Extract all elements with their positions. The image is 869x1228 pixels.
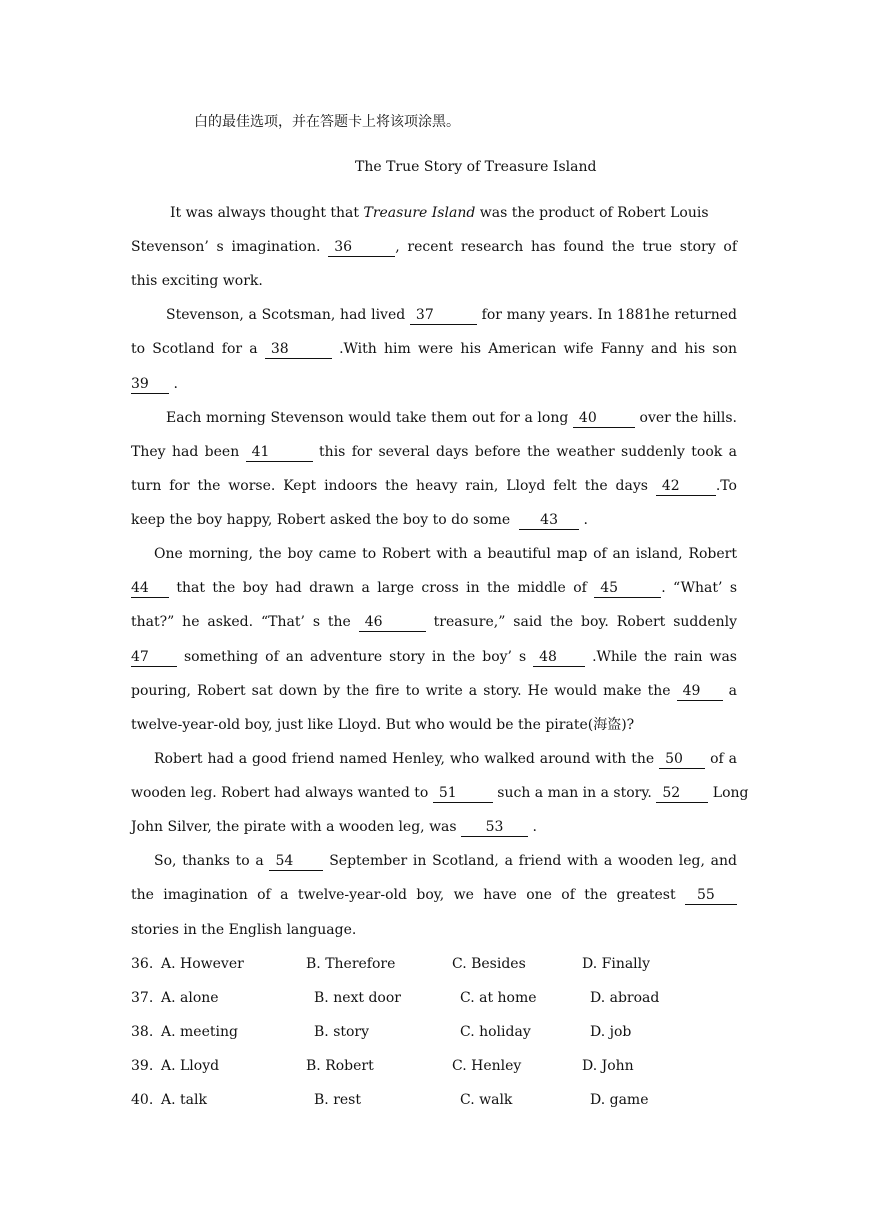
passage-line: It was always thought that Treasure Island was the product of Robert Louis xyxy=(170,205,709,221)
instruction-text: 白的最佳选项，并在答题卡上将该项涂黑。 xyxy=(194,114,460,130)
passage-line: John Silver, the pirate with a wooden leg, was 53 . xyxy=(131,819,537,835)
option-d: D. abroad xyxy=(590,990,660,1006)
option-b: B. Therefore xyxy=(306,956,396,972)
passage-line: They had been 41 this for several days before the weather suddenly took a xyxy=(131,444,737,460)
blank-44: 44 xyxy=(131,580,169,598)
blank-47: 47 xyxy=(131,649,177,667)
passage-line: 44 that the boy had drawn a large cross in the middle of 45 . “What’ s xyxy=(131,580,738,596)
passage-title: The True Story of Treasure Island xyxy=(355,159,597,175)
passage-line: So, thanks to a 54 September in Scotland, a friend with a wooden leg, and xyxy=(154,853,738,869)
blank-46: 46 xyxy=(359,614,426,632)
option-c: C. Henley xyxy=(452,1058,522,1074)
blank-49: 49 xyxy=(677,683,723,701)
passage-line: 39 . xyxy=(131,376,178,392)
option-a: A. meeting xyxy=(161,1024,238,1040)
passage-line: wooden leg. Robert had always wanted to 51 such a man in a story. 52 Long xyxy=(131,785,749,801)
blank-43: 43 xyxy=(519,512,579,530)
passage-line: that?” he asked. “That’ s the 46 treasure,” said the boy. Robert suddenly xyxy=(131,614,738,630)
option-b: B. next door xyxy=(314,990,401,1006)
option-d: D. game xyxy=(590,1092,649,1108)
passage-line: to Scotland for a 38 .With him were his American wife Fanny and his son xyxy=(131,341,738,357)
question-number: 36. xyxy=(131,956,154,972)
blank-36: 36 xyxy=(328,239,395,257)
blank-37: 37 xyxy=(410,307,477,325)
passage-line: turn for the worse. Kept indoors the heavy rain, Lloyd felt the days 42 .To xyxy=(131,478,737,494)
blank-54: 54 xyxy=(269,853,323,871)
passage-line: this exciting work. xyxy=(131,273,263,289)
question-number: 37. xyxy=(131,990,154,1006)
blank-48: 48 xyxy=(533,649,585,667)
option-c: C. at home xyxy=(460,990,537,1006)
option-b: B. story xyxy=(314,1024,370,1040)
passage-line: Stevenson, a Scotsman, had lived 37 for many years. In 1881he returned xyxy=(166,307,737,323)
blank-53: 53 xyxy=(461,819,528,837)
question-number: 39. xyxy=(131,1058,154,1074)
option-d: D. job xyxy=(590,1024,632,1040)
passage-line: stories in the English language. xyxy=(131,922,357,938)
blank-52: 52 xyxy=(656,785,708,803)
option-c: C. holiday xyxy=(460,1024,531,1040)
option-b: B. Robert xyxy=(306,1058,374,1074)
option-d: D. John xyxy=(582,1058,634,1074)
blank-45: 45 xyxy=(594,580,661,598)
option-a: A. However xyxy=(161,956,244,972)
blank-38: 38 xyxy=(265,341,332,359)
blank-50: 50 xyxy=(659,751,705,769)
blank-55: 55 xyxy=(685,887,737,905)
passage-line: twelve-year-old boy, just like Lloyd. But who would be the pirate(海盗)? xyxy=(131,717,635,733)
passage-line: keep the boy happy, Robert asked the boy to do some 43 . xyxy=(131,512,588,528)
blank-39: 39 xyxy=(131,376,169,394)
option-a: A. Lloyd xyxy=(161,1058,220,1074)
option-a: A. talk xyxy=(161,1092,207,1108)
blank-40: 40 xyxy=(573,410,635,428)
passage-line: Robert had a good friend named Henley, who walked around with the 50 of a xyxy=(154,751,737,767)
passage-line: 47 something of an adventure story in the boy’ s 48 .While the rain was xyxy=(131,649,737,665)
book-title: Treasure Island xyxy=(363,205,476,221)
blank-42: 42 xyxy=(656,478,716,496)
blank-51: 51 xyxy=(433,785,493,803)
passage-line: the imagination of a twelve-year-old boy, we have one of the greatest 55 xyxy=(131,885,737,905)
option-b: B. rest xyxy=(314,1092,361,1108)
blank-41: 41 xyxy=(246,444,313,462)
passage-line: One morning, the boy came to Robert with a beautiful map of an island, Robert xyxy=(154,546,737,562)
option-c: C. walk xyxy=(460,1092,513,1108)
question-number: 40. xyxy=(131,1092,154,1108)
passage-line: Stevenson’ s imagination. 36 , recent research has found the true story of xyxy=(131,239,738,255)
option-d: D. Finally xyxy=(582,956,651,972)
question-number: 38. xyxy=(131,1024,154,1040)
passage-line: pouring, Robert sat down by the fire to write a story. He would make the 49 a xyxy=(131,683,738,699)
option-c: C. Besides xyxy=(452,956,526,972)
option-a: A. alone xyxy=(161,990,219,1006)
passage-line: Each morning Stevenson would take them out for a long 40 over the hills. xyxy=(166,410,738,426)
